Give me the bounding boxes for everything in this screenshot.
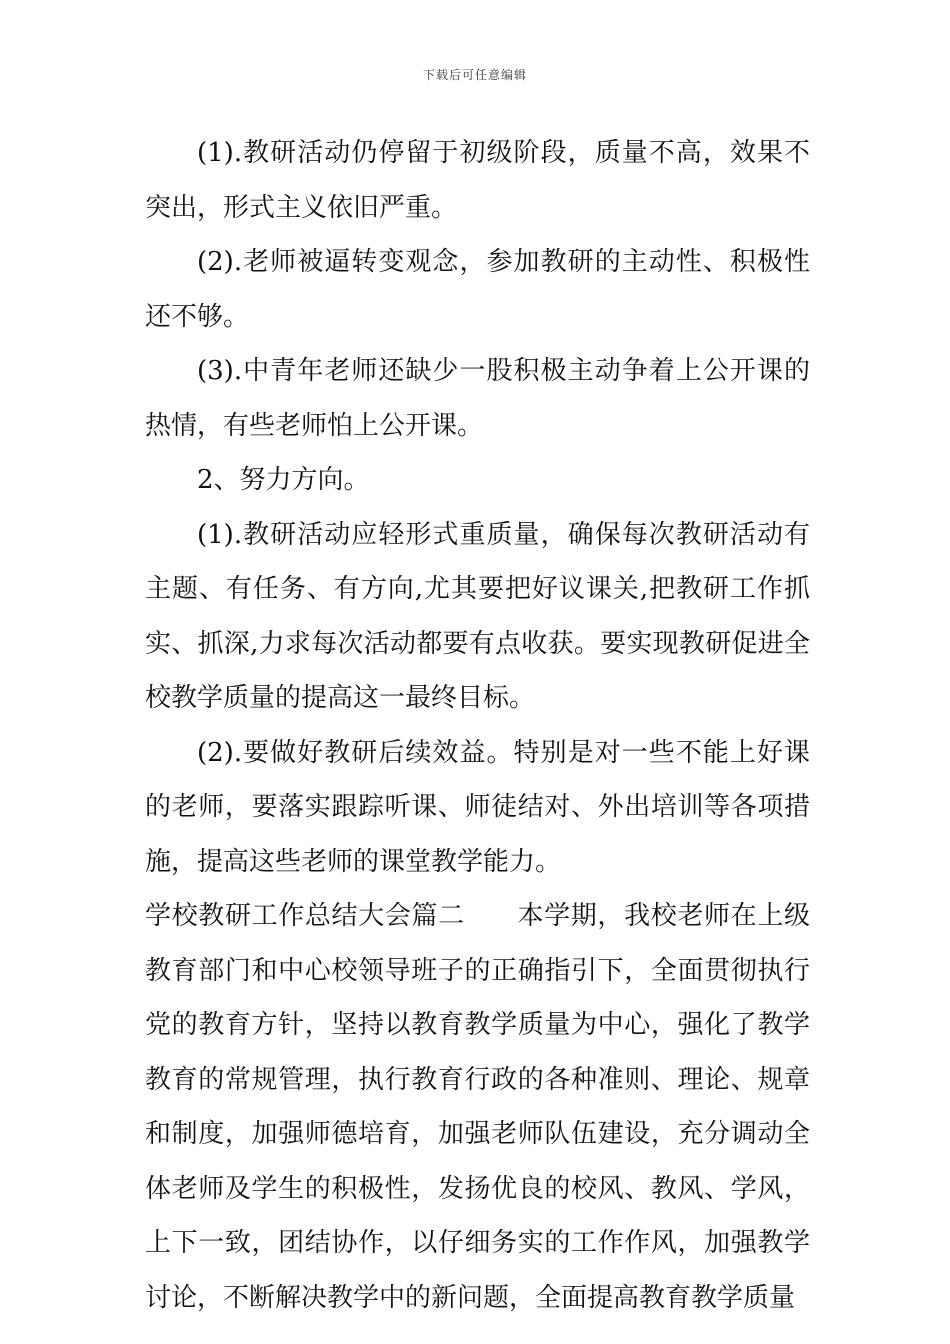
page-header: 下载后可任意编辑 [422, 68, 527, 82]
paragraph-4: 2、努力方向。 [197, 465, 370, 495]
paragraph-2: (2).老师被逼转变观念，参加教研的主动性、积极性还不够。 [145, 247, 810, 332]
section-paragraph [145, 889, 810, 1325]
document-body [145, 126, 810, 1325]
paragraph-6: (2).要做好教研后续效益。特别是对一些不能上好课的老师，要落实跟踪听课、师徒结对、外出培训等各项措施，提高这些老师的课堂教学能力。 [145, 737, 810, 877]
paragraph-3: (3).中青年老师还缺少一股积极主动争着上公开课的热情，有些老师怕上公开课。 [145, 356, 810, 441]
paragraph-5: (1).教研活动应轻形式重质量，确保每次教研活动有主题、有任务、有方向,尤其要把好议课关,把教研工作抓实、抓深,力求每次活动都要有点收获。要实现教研促进全校教学质量的提高这一最终目标。 [145, 519, 810, 713]
section-title: 学校教研工作总结大会篇二 [145, 901, 465, 931]
section-body: 本学期，我校老师在上级教育部门和中心校领导班子的正确指引下，全面贯彻执行党的教育方针，坚持以教育教学质量为中心，强化了教学教育的常规管理，执行教育行政的各种准则、理论、规章和制度，加强师德培育，加强老师队伍建设，充分调动全体老师及学生的积极性，发扬优良的校风、教风、学风，上下一致，团结协作，以仔细务实的工作作风，加强教学讨论，不断解决教学中的新问题，全面提高教育教学质量 [145, 901, 810, 1313]
paragraph-1: (1).教研活动仍停留于初级阶段，质量不高，效果不突出，形式主义依旧严重。 [145, 138, 810, 223]
